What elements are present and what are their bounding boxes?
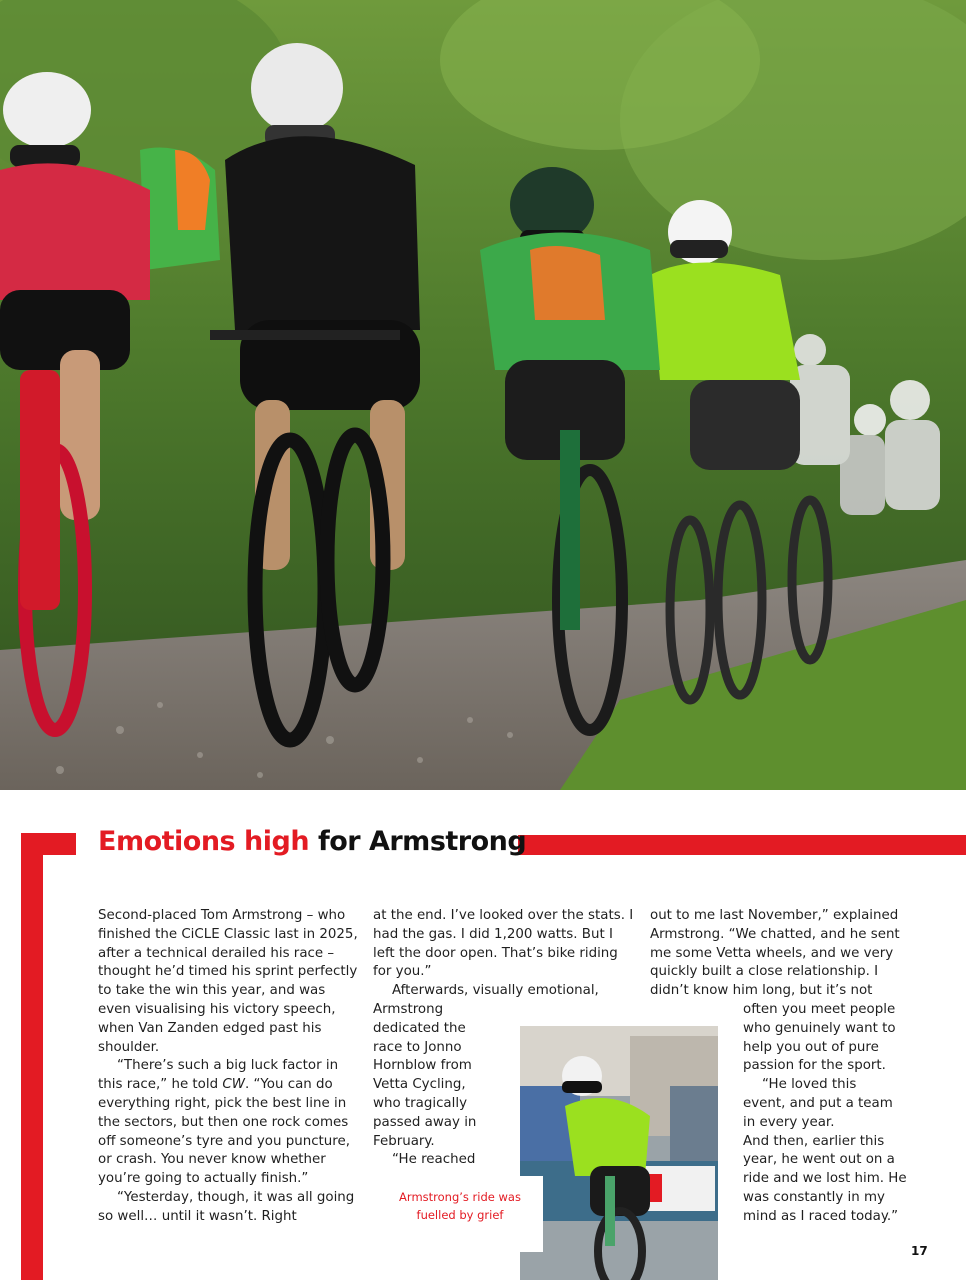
paragraph: “He reached [392, 1152, 476, 1168]
body-column-1 [98, 907, 360, 1227]
paragraph: at the end. I’ve looked over the stats. I had the gas. I did 1,200 watts. But I left the door open. That’s bike riding for you.” [373, 908, 634, 980]
accent-bar-right [518, 835, 966, 855]
paragraph: often you meet people who genuinely want to help you out of pure passion for the sport. [743, 1001, 896, 1074]
paragraph: “Yesterday, though, it was all going so well… until it wasn’t. Right [98, 1189, 355, 1224]
photo-caption: Armstrong’s ride was fuelled by grief [399, 1190, 521, 1222]
paragraph: Armstrong dedicated the race to Jonno Hornblow from Vetta Cycling, who tragically passed away in February. [373, 1001, 477, 1149]
article-headline [98, 826, 526, 857]
accent-bar-top-left [21, 833, 76, 855]
paragraph: “He loved this event, and put a team in every year. [743, 1077, 893, 1130]
paragraph: out to me last November,” explained Armstrong. “We chatted, and he sent me some Vetta wheels, and we very quickly built a close relationship. I didn’t know him long, but it’s not [650, 908, 900, 999]
paragraph: Afterwards, visually emotional, [392, 983, 599, 999]
paragraph: And then, earlier this year, he went out on a ride and we lost him. He was constantly in my mind as I raced today.” [743, 1133, 907, 1224]
page-number: 17 [911, 1244, 928, 1258]
paragraph: Second-placed Tom Armstrong – who finished the CiCLE Classic last in 2025, after a technical derailed his race – thought he’d timed his sprint perfectly to take the win this year, and was even visualising his victory speech, when Van Zanden edged past his shoulder. [98, 908, 358, 1055]
inset-photo-armstrong [520, 1026, 718, 1280]
headline-highlight: Emotions high [98, 826, 310, 857]
paragraph: “There’s such a big luck factor in this race,” he told CW. “You can do everything right, pick the best line in the sectors, but then one rock comes off someone’s tyre and you puncture, or crash. You never know whether you’re going to actually finish.” [98, 1058, 351, 1187]
accent-bar-left [21, 833, 43, 1280]
headline-rest: for Armstrong [309, 826, 527, 857]
